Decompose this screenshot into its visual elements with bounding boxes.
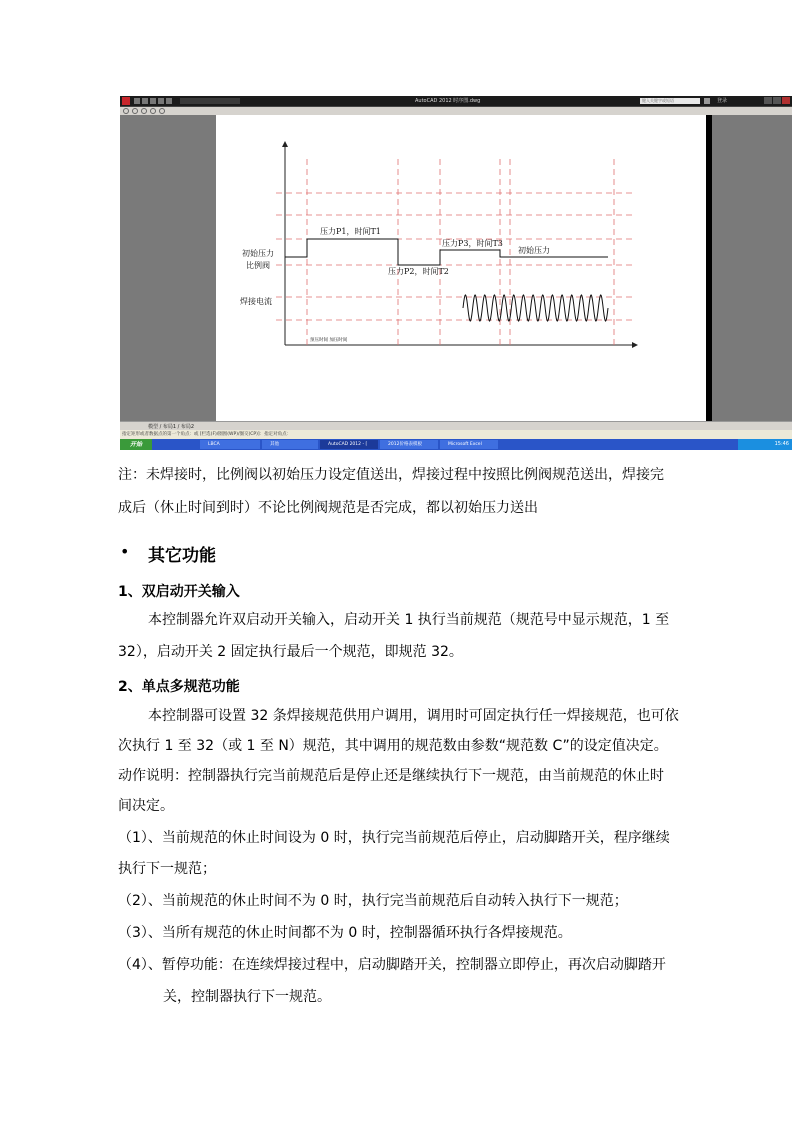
zoom-icon[interactable] [123,108,129,114]
list-item-3: （3）、当所有规范的休止时间都不为 0 时，控制器循环执行各焊接规范。 [118,925,572,941]
save-icon[interactable] [150,98,156,104]
start-button[interactable]: 开始 [120,439,152,450]
para1-line-1: 本控制器允许双启动开关输入，启动开关 1 执行当前规范（规范号中显示规范，1 至 [148,612,670,628]
weld-current-trace [463,295,608,321]
undo-icon[interactable] [158,98,164,104]
para2-line-2: 次执行 1 至 32（或 1 至 N）规范，其中调用的规范数由参数“规范数 C”的设定值决定。 [118,738,668,754]
windows-taskbar [120,439,792,450]
list-item-1-line-2: 执行下一规范； [118,861,216,877]
segment-label-p2: 压力P2，时间T2 [388,267,449,276]
command-line[interactable] [120,430,792,439]
viewport-toolbar [120,107,792,115]
y-axis-arrow-icon [282,141,288,147]
workspace-dropdown[interactable] [180,98,240,104]
bottom-time-label: 预压时间 加压时间 [310,338,348,343]
cad-screenshot [120,96,792,450]
bullet-icon: • [120,542,130,561]
x-axis-arrow-icon [632,342,638,348]
zoom-previous-icon[interactable] [150,108,156,114]
taskbar-item[interactable]: Microsoft Excel [440,440,498,449]
cad-title-bar [120,96,792,107]
timing-diagram [216,115,706,421]
para1-line-2: 32），启动开关 2 固定执行最后一个规范，即规范 32。 [118,644,463,660]
system-tray-clock: 15:46 [738,439,792,450]
canvas-background-left [120,115,216,421]
canvas-background-right [712,115,792,421]
segment-label-p3: 压力P3，时间T3 [442,239,503,248]
drawing-paper [216,115,706,421]
note-line-2: 成后（休止时间到时）不论比例阀规范是否完成，都以初始压力送出 [118,500,538,516]
open-icon[interactable] [142,98,148,104]
list-item-4-line-2: 关，控制器执行下一规范。 [163,989,331,1005]
para3-line-1: 动作说明：控制器执行完当前规范后是停止还是继续执行下一规范，由当前规范的休止时 [118,768,664,784]
label-valve: 比例阀 [246,261,270,270]
redo-icon[interactable] [166,98,172,104]
note-line-1: 注：未焊接时，比例阀以初始压力设定值送出，焊接过程中按照比例阀规范送出，焊接完 [118,467,664,483]
minimize-icon[interactable] [764,97,772,104]
label-initial-pressure: 初始压力 [242,249,274,258]
taskbar-item[interactable]: 其他 [262,440,318,449]
cad-window-title: AutoCAD 2012 时序图.dwg [415,98,481,104]
zoom-window-icon[interactable] [141,108,147,114]
list-item-4-line-1: （4）、暂停功能：在连续焊接过程中，启动脚踏开关，控制器立即停止，再次启动脚踏开 [118,957,666,973]
section-title: 其它功能 [148,546,216,566]
new-icon[interactable] [134,98,140,104]
list-item-2: （2）、当前规范的休止时间不为 0 时，执行完当前规范后自动转入执行下一规范； [118,893,628,909]
label-weld-current: 焊接电流 [240,297,272,306]
login-link[interactable]: 登录 [717,98,728,104]
search-input[interactable]: 键入关键字或短语 [640,98,700,104]
command-line-text: 指定矩形或者数据点的第一个角点：或 [栏选(F)/圈围(WP)/圈交(CP)]：指定对角点： [122,432,292,437]
taskbar-item[interactable]: AutoCAD 2012 - [ [320,440,378,449]
taskbar-item[interactable]: 2012价格表模板 [380,440,438,449]
segment-label-p1: 压力P1，时间T1 [320,227,381,236]
para3-line-2: 间决定。 [118,798,174,814]
para2-line-1: 本控制器可设置 32 条焊接规范供用户调用，调用时可固定执行任一焊接规范，也可依 [148,708,679,724]
close-icon[interactable] [782,97,790,104]
heading-multi-spec: 2、单点多规范功能 [118,679,240,695]
pan-icon[interactable] [132,108,138,114]
layout-tab-labels[interactable]: 模型 / 布局1 / 布局2 [148,424,195,430]
close-view-icon[interactable] [159,108,165,114]
maximize-icon[interactable] [773,97,781,104]
search-icon[interactable] [704,98,710,104]
heading-dual-start: 1、双启动开关输入 [118,584,240,600]
autocad-logo-icon[interactable] [122,97,130,105]
list-item-1-line-1: （1）、当前规范的休止时间设为 0 时，执行完当前规范后停止，启动脚踏开关，程序继续 [118,830,670,846]
segment-label-initial: 初始压力 [518,246,550,255]
dashed-grid [276,159,636,347]
taskbar-item[interactable]: LBCA [200,440,260,449]
